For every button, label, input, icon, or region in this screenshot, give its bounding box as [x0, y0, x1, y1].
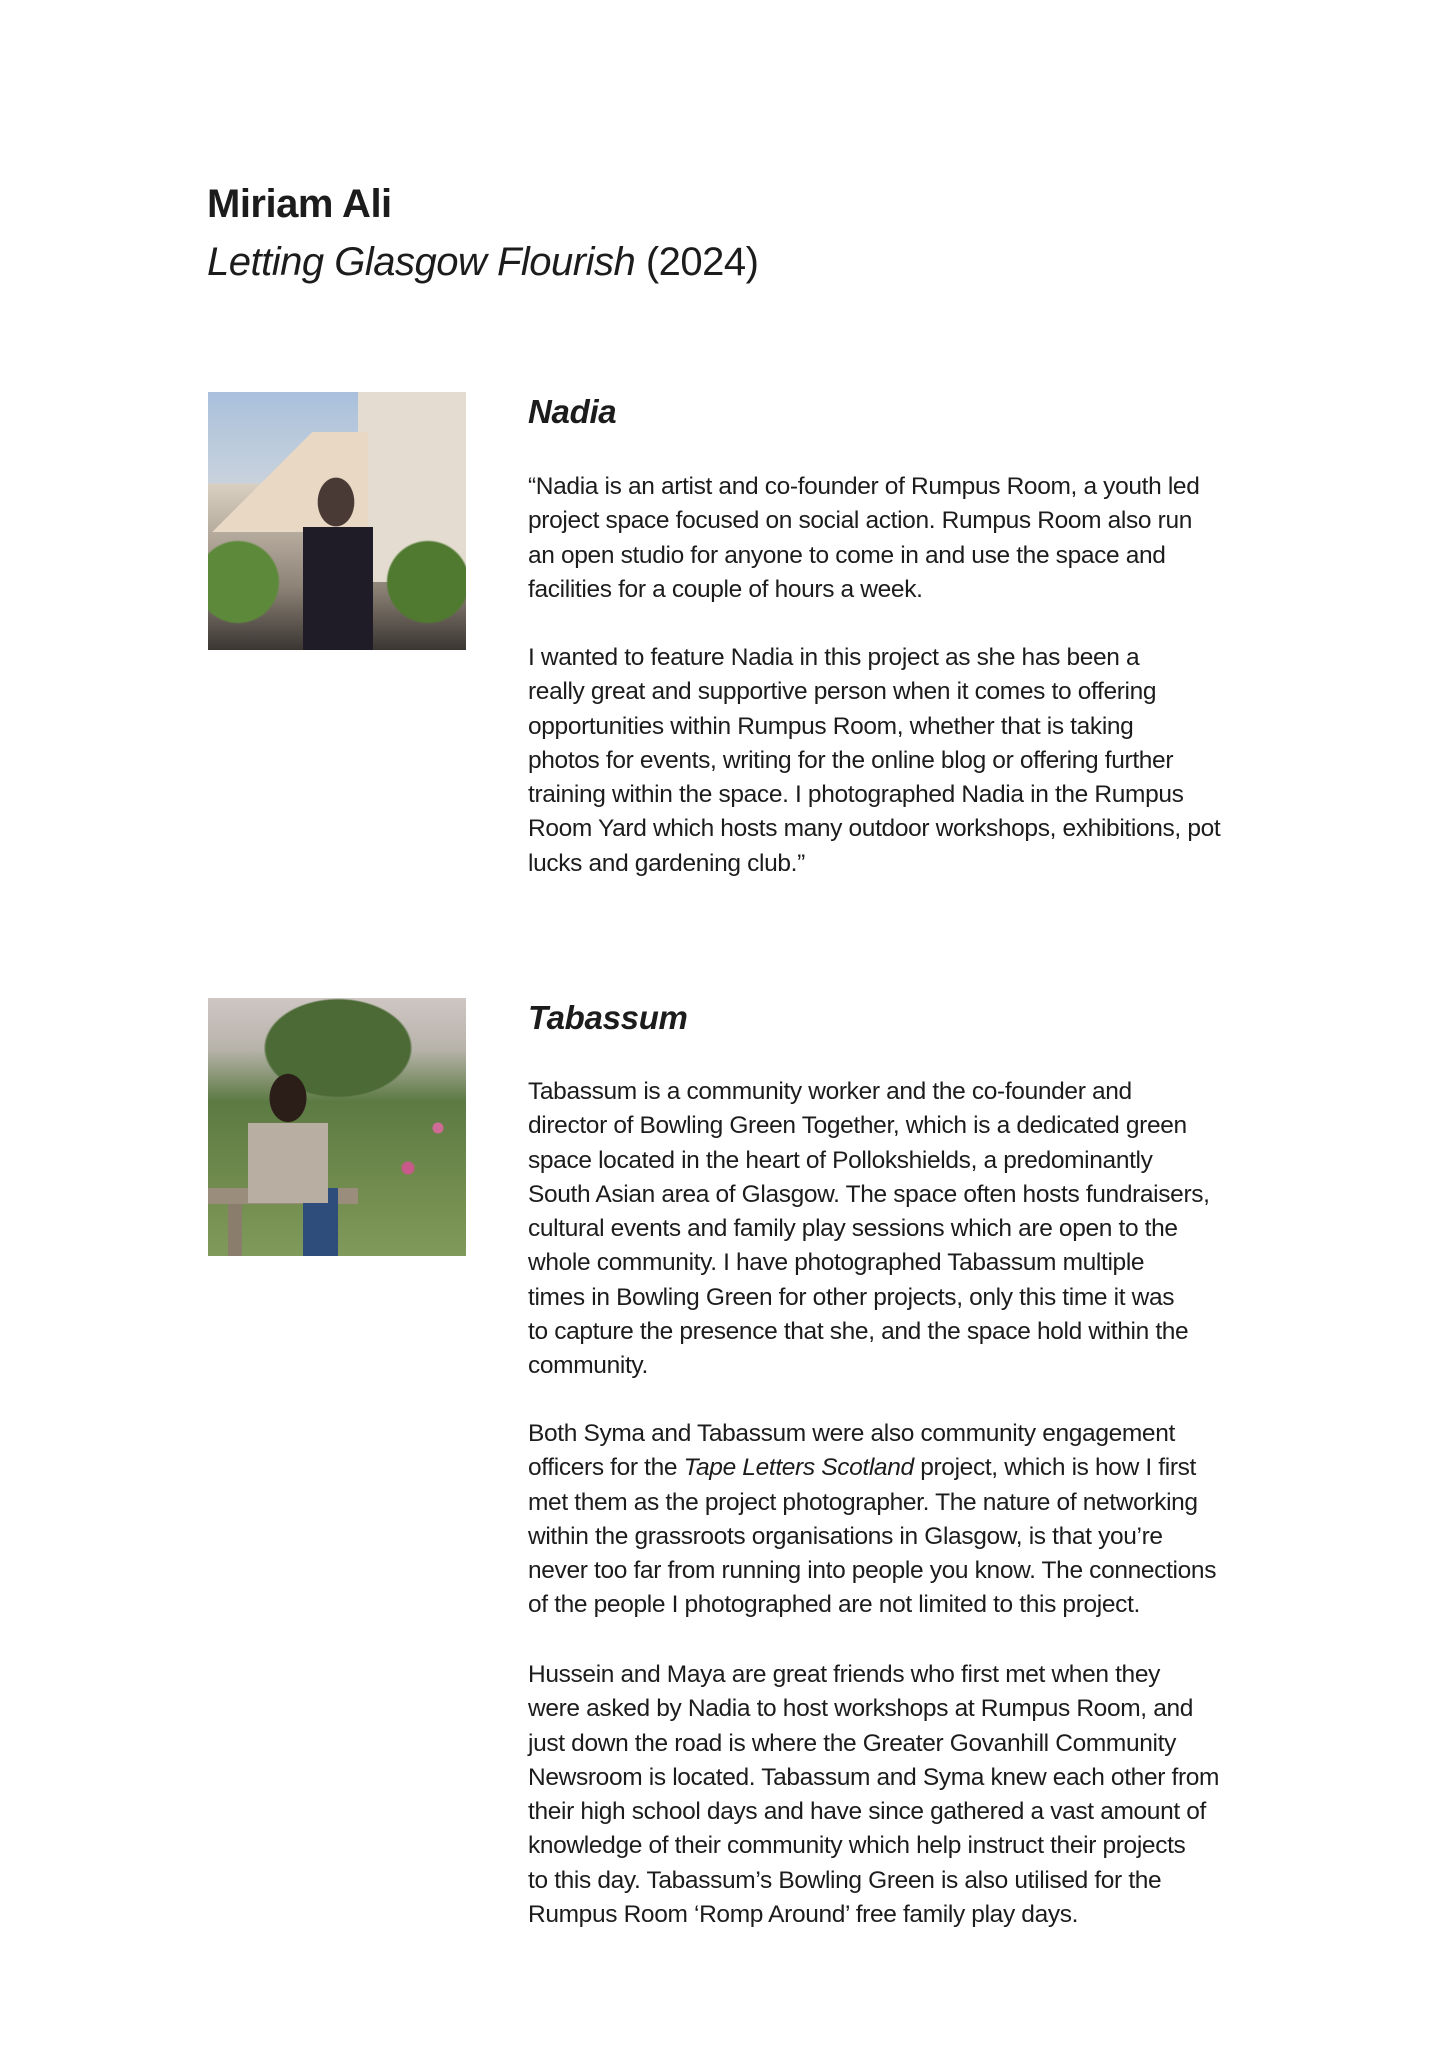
- para-line: times in Bowling Green for other projects, only this time it was: [528, 1283, 1175, 1311]
- para-line: lucks and gardening club.”: [528, 849, 805, 877]
- para-line: their high school days and have since gathered a vast amount of: [528, 1798, 1207, 1826]
- entry-heading-tabassum: Tabassum: [528, 999, 688, 1036]
- para-line: Rumpus Room ‘Romp Around’ free family play days.: [528, 1901, 1079, 1929]
- nadia-photo: [208, 392, 466, 650]
- para-line: of the people I photographed are not limited to this project.: [528, 1591, 1140, 1619]
- nadia-paragraph-1: [528, 470, 1199, 607]
- work-title-italic: Letting Glasgow Flourish: [207, 240, 636, 284]
- para-line: Room Yard which hosts many outdoor workshops, exhibitions, pot: [528, 815, 1221, 843]
- para-line: were asked by Nadia to host workshops at Rumpus Room, and: [528, 1695, 1194, 1723]
- para-line: whole community. I have photographed Tabassum multiple: [528, 1249, 1145, 1277]
- author-name: Miriam Ali: [207, 182, 392, 226]
- para-line: knowledge of their community which help instruct their projects: [528, 1832, 1186, 1860]
- entry-heading-nadia: Nadia: [528, 393, 617, 430]
- work-year: (2024): [645, 240, 759, 284]
- para-line: Both Syma and Tabassum were also community engagement: [528, 1420, 1175, 1447]
- para-line: met them as the project photographer. The nature of networking: [528, 1488, 1198, 1516]
- para-line: I wanted to feature Nadia in this project as she has been a: [528, 644, 1140, 671]
- para-line: Tabassum is a community worker and the co-founder and: [528, 1078, 1132, 1105]
- para-line: never too far from running into people you know. The connections: [528, 1557, 1217, 1585]
- work-title: [207, 240, 758, 285]
- nadia-paragraph-2: [528, 641, 1220, 881]
- para-line: community.: [528, 1352, 648, 1380]
- tabassum-paragraph-3: [528, 1658, 1219, 1932]
- tabassum-photo: [208, 998, 466, 1256]
- para-line: to capture the presence that she, and the space hold within the: [528, 1318, 1189, 1346]
- para-line-mixed: officers for the Tape Letters Scotland project, which is how I first: [528, 1454, 1196, 1482]
- para-line: South Asian area of Glasgow. The space often hosts fundraisers,: [528, 1180, 1210, 1208]
- para-line: really great and supportive person when it comes to offering: [528, 678, 1157, 706]
- para-line: Newsroom is located. Tabassum and Syma knew each other from: [528, 1763, 1220, 1791]
- para-line: to this day. Tabassum’s Bowling Green is also utilised for the: [528, 1866, 1162, 1894]
- tabassum-paragraph-1: [528, 1075, 1210, 1384]
- para-line: space located in the heart of Pollokshields, a predominantly: [528, 1146, 1153, 1174]
- para-line: director of Bowling Green Together, which is a dedicated green: [528, 1112, 1187, 1140]
- para-line: opportunities within Rumpus Room, whether that is taking: [528, 712, 1134, 740]
- para-line: within the grassroots organisations in Glasgow, is that you’re: [528, 1522, 1163, 1550]
- para-line: “Nadia is an artist and co-founder of Rumpus Room, a youth led: [528, 473, 1200, 500]
- para-line: an open studio for anyone to come in and use the space and: [528, 541, 1166, 569]
- para-line: cultural events and family play sessions which are open to the: [528, 1215, 1178, 1243]
- para-line: just down the road is where the Greater Govanhill Community: [528, 1729, 1176, 1757]
- tabassum-paragraph-2: [528, 1417, 1216, 1623]
- para-line: photos for events, writing for the online blog or offering further: [528, 746, 1174, 774]
- project-title-italic: Tape Letters Scotland: [683, 1454, 914, 1482]
- para-line: training within the space. I photographed Nadia in the Rumpus: [528, 781, 1184, 809]
- para-line: project space focused on social action. Rumpus Room also run: [528, 507, 1192, 535]
- para-line: facilities for a couple of hours a week.: [528, 575, 923, 603]
- para-line: Hussein and Maya are great friends who first met when they: [528, 1661, 1160, 1688]
